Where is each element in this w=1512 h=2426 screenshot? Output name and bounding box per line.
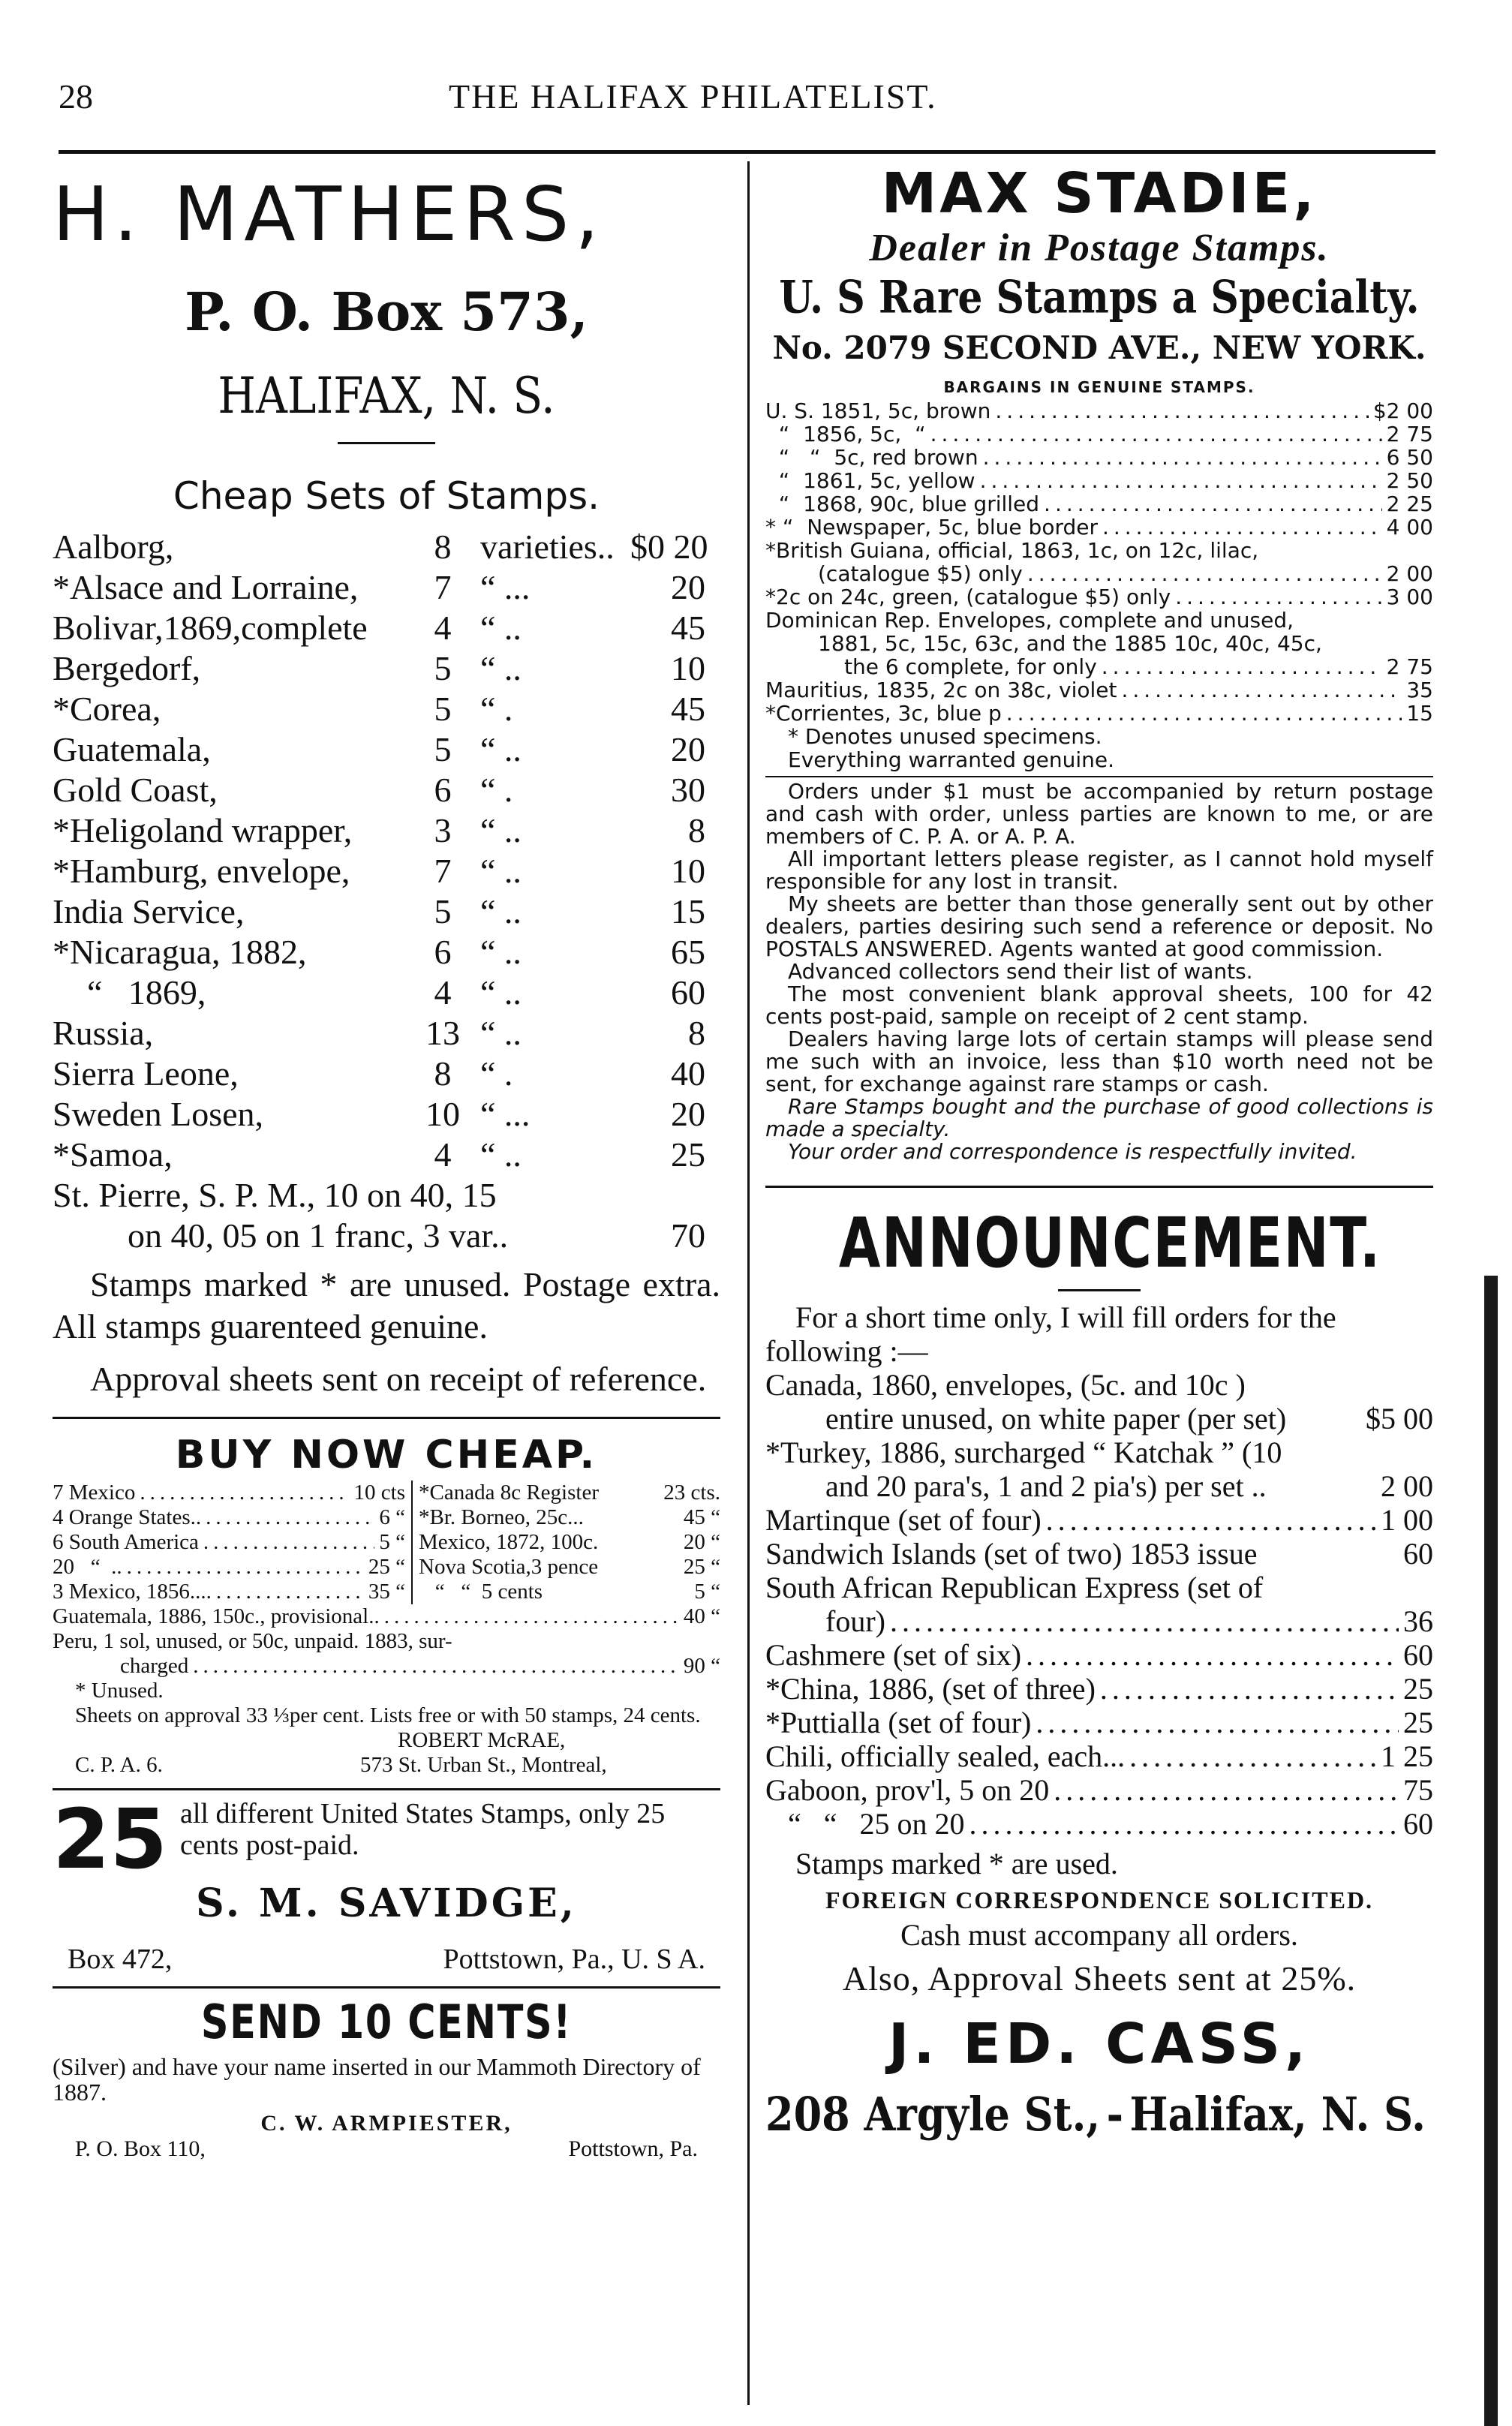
savidge-city: Pottstown, Pa., U. S A.: [443, 1944, 705, 1975]
page-number: 28: [59, 77, 93, 116]
list-item: Guatemala, 5 “ .. 20: [53, 730, 705, 768]
list-item: Bolivar,1869,complete 4 “ .. 45: [53, 609, 705, 647]
note-paragraph: Advanced collectors send their list of wants.: [788, 959, 1253, 984]
list-item: “ “ 25 on 20 ..... 60: [765, 1807, 1433, 1841]
list-item: Aalborg, 8 varieties.. $0 20: [53, 528, 708, 566]
list-item: 6 South America ..... 5 “: [53, 1530, 405, 1555]
mcrae-address: 573 St. Urban St., Montreal,: [360, 1753, 607, 1777]
terms-notes: [765, 780, 1433, 1163]
mathers-ad: [53, 170, 720, 1400]
approval-line: Also, Approval Sheets sent at 25%.: [842, 1959, 1357, 1998]
stadie-dealer: Dealer in Postage Stamps.: [869, 227, 1330, 269]
canada-line: Canada, 1860, envelopes, (5c. and 10c ): [765, 1368, 1246, 1402]
short-rule: [1058, 1289, 1141, 1291]
cass-city: Halifax, N. S.: [1129, 2086, 1426, 2142]
list-item: “ 1868, 90c, blue grilled ..... 2 25: [765, 492, 1433, 516]
list-item: Mexico, 1872, 100c. 20 “: [419, 1530, 720, 1554]
list-item: Russia, 13 “ .. 8: [53, 1014, 705, 1052]
south-africa-line-2: four) ..... 36: [765, 1604, 1433, 1638]
note-paragraph: Orders under $1 must be accompanied by return postage and cash with order, unless parties are known to me, or are members of C. P. A. or A. P. A.: [765, 779, 1433, 849]
guiana-line: *British Guiana, official, 1863, 1c, on 12c, lilac,: [765, 538, 1259, 563]
sheets-line: Sheets on approval 33 ⅓per cent. Lists free or with 50 stamps, 24 cents.: [75, 1703, 701, 1727]
stadie-address: No. 2079 SECOND AVE., NEW YORK.: [772, 329, 1426, 366]
cpa-label: C. P. A. 6.: [75, 1753, 163, 1777]
approval-note: Approval sheets sent on receipt of reference.: [90, 1360, 707, 1398]
note-paragraph: All important letters please register, as I cannot hold myself responsible for any lost in transit.: [765, 846, 1433, 894]
south-africa-line: South African Republican Express (set of: [765, 1571, 1264, 1604]
mathers-box: P. O. Box 573,: [185, 281, 588, 343]
column-divider: [747, 161, 750, 2405]
turkey-line-2: and 20 para's, 1 and 2 pia's) per set .. 2 00: [825, 1469, 1433, 1503]
list-item: 4 Orange States.. ..... 6 “: [53, 1505, 405, 1530]
list-item: Gold Coast, 6 “ . 30: [53, 771, 705, 809]
note-paragraph: The most convenient blank approval sheets, 100 for 42 cents post-paid, sample on receipt of 2 cent stamp.: [765, 982, 1433, 1029]
list-item: *Nicaragua, 1882, 6 “ .. 65: [53, 933, 705, 971]
mcrae-table: [53, 1481, 720, 1604]
cass-ad: [765, 1203, 1433, 2142]
dominican-line: Dominican Rep. Envelopes, complete and unused,: [765, 608, 1294, 633]
section-rule: [765, 1186, 1433, 1188]
savidge-text: all different United States Stamps, only 25 cents post-paid.: [180, 1798, 666, 1861]
page-header: [59, 69, 1447, 122]
order-note: Your order and correspondence is respectfully invited.: [788, 1139, 1357, 1164]
list-item: *Heligoland wrapper, 3 “ .. 8: [53, 811, 705, 849]
page-edge: [1484, 1276, 1498, 2426]
mcrae-ad: [53, 1432, 720, 1778]
turkey-line: *Turkey, 1886, surcharged “ Katchak ” (10: [765, 1435, 1282, 1469]
stadie-ad: [765, 161, 1433, 1163]
price-list: [765, 399, 1433, 771]
list-item: “ “ 5 cents 5 “: [419, 1580, 720, 1604]
big-25: 25: [53, 1791, 168, 1887]
unused-label: * Unused.: [75, 1679, 164, 1703]
note-paragraph: Dealers having large lots of certain stamps will please send me such with an invoice, less than $10 worth need not be sent, for exchange against rare stamps or cash.: [765, 1027, 1433, 1096]
mauritius-line: Mauritius, 1835, 2c on 38c, violet ..... 35: [765, 678, 1433, 702]
guatemala-line: Guatemala, 1886, 150c., provisional.. ..... 40 “: [53, 1604, 720, 1629]
right-column: [765, 161, 1433, 2142]
list-item: *China, 1886, (set of three) ..... 25: [765, 1672, 1433, 1706]
list-item: 20 “ .. ..... 25 “: [53, 1555, 405, 1580]
mathers-city: HALIFAX, N. S.: [218, 365, 555, 425]
section-rule: [53, 1417, 720, 1419]
list-item: *Corea, 5 “ . 45: [53, 690, 705, 728]
short-rule: [765, 776, 1433, 777]
armpiester-ad: [53, 1995, 720, 2162]
list-item: Sierra Leone, 8 “ . 40: [53, 1054, 705, 1093]
cass-dash: -: [1106, 2086, 1124, 2142]
guiana-line-2: (catalogue $5) only ..... 2 00: [765, 562, 1433, 585]
dominican-line-3: the 6 complete, for only ..... 2 75: [765, 655, 1433, 678]
peru-line: Peru, 1 sol, unused, or 50c, unpaid. 1883, sur-: [53, 1629, 452, 1653]
list-item: Sandwich Islands (set of two) 1853 issue 60: [765, 1537, 1433, 1571]
list-item: Sweden Losen, 10 “ ... 20: [53, 1095, 705, 1133]
list-item: Bergedorf, 5 “ .. 10: [53, 649, 705, 687]
dominican-line-2: 1881, 5c, 15c, 63c, and the 1885 10c, 40c, 45c,: [818, 631, 1322, 656]
list-item: “ “ 5c, red brown ..... 6 50: [765, 446, 1433, 469]
list-item: *Alsace and Lorraine, 7 “ ... 20: [53, 568, 705, 606]
list-item: * “ Newspaper, 5c, blue border ..... 4 00: [765, 516, 1433, 539]
section-rule: [53, 1986, 720, 1989]
list-item: Gaboon, prov'l, 5 on 20 ..... 75: [765, 1773, 1433, 1807]
mathers-name: H. MATHERS,: [53, 170, 606, 258]
cass-name: J. ED. CASS,: [888, 2012, 1311, 2076]
list-item: *Puttialla (set of four) ..... 25: [765, 1706, 1433, 1739]
journal-title: THE HALIFAX PHILATELIST.: [449, 77, 937, 116]
list-item: “ 1856, 5c, “ ..... 2 75: [765, 422, 1433, 446]
list-item: 3 Mexico, 1856.... ..... 35 “: [53, 1580, 405, 1604]
list-item: Nova Scotia,3 pence 25 “: [419, 1555, 720, 1579]
list-item: “ 1861, 5c, yellow ..... 2 50: [765, 469, 1433, 492]
stadie-name: MAX STADIE,: [881, 161, 1318, 226]
sets-list: [53, 527, 720, 1256]
foreign-line: FOREIGN CORRESPONDENCE SOLICITED.: [825, 1886, 1374, 1913]
list-item: Martinque (set of four) ..... 1 00: [765, 1503, 1433, 1537]
header-rule: [59, 150, 1435, 154]
stadie-specialty: U. S Rare Stamps a Specialty.: [779, 271, 1420, 324]
st-pierre-line-2: on 40, 05 on 1 franc, 3 var.. 70: [128, 1216, 705, 1255]
bargains-heading: BARGAINS IN GENUINE STAMPS.: [943, 378, 1255, 396]
mcrae-name: ROBERT McRAE,: [398, 1728, 566, 1752]
used-note: Stamps marked * are used.: [795, 1847, 1118, 1880]
armpiester-box: P. O. Box 110,: [75, 2136, 206, 2161]
mcrae-footer: [53, 1753, 720, 1778]
armpiester-city: Pottstown, Pa.: [568, 2136, 698, 2161]
armpiester-text: (Silver) and have your name inserted in our Mammoth Directory of 1887.: [53, 2053, 701, 2106]
left-column: [53, 161, 720, 2162]
savidge-name: S. M. SAVIDGE,: [196, 1880, 577, 1926]
armpiester-name: C. W. ARMPIESTER,: [260, 2111, 513, 2136]
announcement-heading: ANNOUNCEMENT.: [838, 1203, 1381, 1283]
list-item: *Hamburg, envelope, 7 “ .. 10: [53, 852, 705, 890]
intro-line: For a short time only, I will fill orders for the following :—: [765, 1300, 1336, 1368]
list-item: *Br. Borneo, 25c... 45 “: [419, 1505, 720, 1529]
savidge-ad: [53, 1791, 720, 1976]
announcement-body: [765, 1300, 1433, 1880]
unused-note: Stamps marked * are unused. Postage extra. All stamps guarenteed genuine.: [53, 1265, 720, 1345]
list-item: India Service, 5 “ .. 15: [53, 892, 705, 930]
buy-heading: BUY NOW CHEAP.: [175, 1432, 598, 1478]
list-item: Chili, officially sealed, each... ..... 1 25: [765, 1739, 1433, 1773]
note-paragraph: My sheets are better than those generally sent out by other dealers, parties desiring such send a reference or deposit. No POSTALS ANSWERED. Agents wanted at good commission.: [765, 891, 1433, 961]
cass-street: 208 Argyle St.,: [765, 2086, 1101, 2142]
corrientes-line: *Corrientes, 3c, blue p ..... 15: [765, 702, 1433, 725]
sets-heading: Cheap Sets of Stamps.: [173, 474, 600, 518]
list-item: U. S. 1851, 5c, brown ..... $2 00: [765, 399, 1433, 422]
st-pierre-line: St. Pierre, S. P. M., 10 on 40, 15: [53, 1176, 497, 1214]
list-item: *Samoa, 4 “ .. 25: [53, 1135, 705, 1174]
section-rule: [53, 1788, 720, 1790]
list-item: 7 Mexico ..... 10 cts: [53, 1481, 405, 1505]
list-item: *Canada 8c Register 23 cts.: [419, 1481, 720, 1505]
list-item: “ 1869, 4 “ .. 60: [53, 973, 705, 1012]
denotes-line: * Denotes unused specimens.: [788, 724, 1102, 749]
surcharged-line: charged ..... 90 “: [53, 1654, 720, 1679]
canada-line-2: entire unused, on white paper (per set) $5 00: [825, 1402, 1433, 1435]
savidge-box: Box 472,: [68, 1944, 173, 1975]
rare-note: Rare Stamps bought and the purchase of good collections is made a specialty.: [765, 1094, 1433, 1141]
guiana-line-3: *2c on 24c, green, (catalogue $5) only ..... 3 00: [765, 585, 1433, 609]
list-item: Cashmere (set of six) ..... 60: [765, 1638, 1433, 1672]
send-heading: SEND 10 CENTS!: [200, 1995, 573, 2049]
warranted-line: Everything warranted genuine.: [788, 747, 1115, 772]
short-rule: [338, 442, 435, 444]
cash-line: Cash must accompany all orders.: [900, 1918, 1298, 1952]
